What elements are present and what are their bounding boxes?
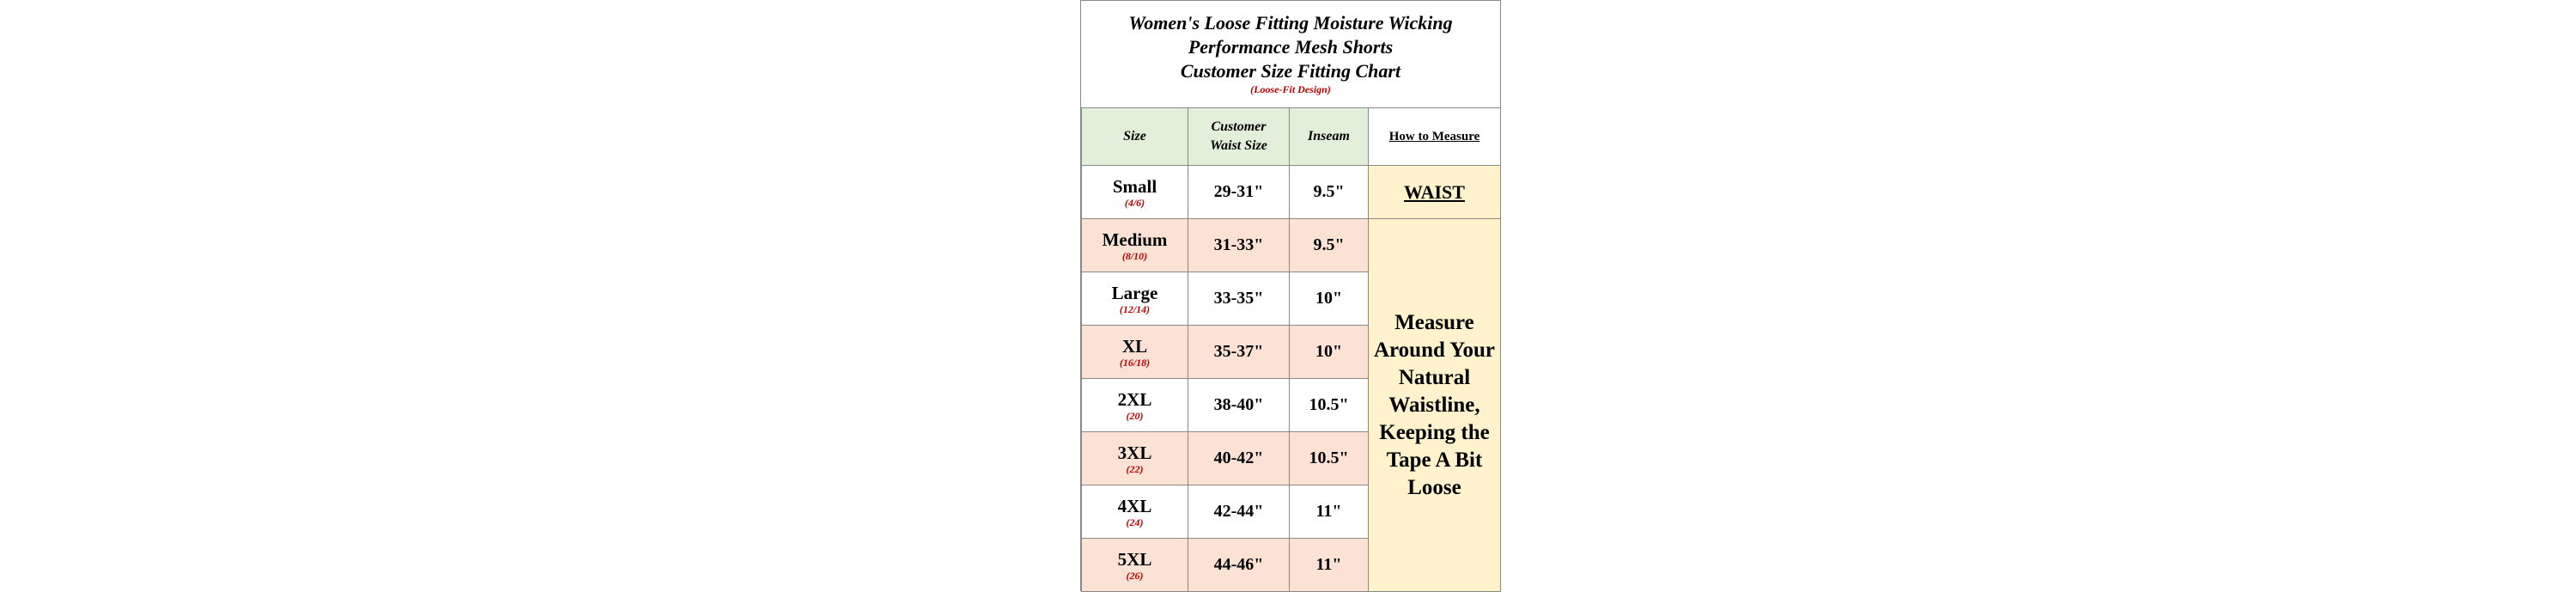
waist-cell: 35-37" [1188, 326, 1290, 379]
size-numeric: (4/6) [1124, 196, 1145, 209]
title-subtitle: (Loose-Fit Design) [1250, 83, 1331, 95]
size-name: Small [1112, 175, 1157, 197]
size-numeric: (26) [1126, 569, 1144, 582]
waist-cell: 38-40" [1188, 379, 1290, 432]
inseam-cell: 9.5" [1290, 166, 1369, 219]
inseam-cell: 10" [1290, 326, 1369, 379]
size-row [1082, 219, 1501, 272]
size-cell [1082, 432, 1188, 485]
size-name: 2XL [1117, 388, 1152, 410]
size-numeric: (12/14) [1119, 302, 1151, 315]
header-inseam: Inseam [1290, 108, 1369, 166]
waist-cell: 33-35" [1188, 272, 1290, 326]
title-line-3: Customer Size Fitting Chart [1180, 60, 1401, 82]
size-table [1081, 107, 1501, 592]
inseam-cell: 10.5" [1290, 432, 1369, 485]
inseam-cell: 10" [1290, 272, 1369, 326]
size-numeric: (24) [1126, 516, 1144, 528]
chart-title-block [1081, 1, 1500, 108]
size-cell [1082, 485, 1188, 539]
waist-cell: 29-31" [1188, 166, 1290, 219]
waist-cell: 31-33" [1188, 219, 1290, 272]
size-cell [1082, 272, 1188, 326]
size-chart [1080, 0, 1501, 591]
waist-label: WAIST [1369, 166, 1501, 219]
size-cell [1082, 166, 1188, 219]
waist-cell: 44-46" [1188, 539, 1290, 592]
size-numeric: (20) [1126, 409, 1144, 422]
size-name: 3XL [1117, 442, 1152, 463]
size-numeric: (16/18) [1119, 356, 1151, 369]
size-name: Large [1111, 282, 1158, 303]
size-cell [1082, 326, 1188, 379]
inseam-cell: 11" [1290, 539, 1369, 592]
header-row [1082, 108, 1501, 166]
inseam-cell: 11" [1290, 485, 1369, 539]
waist-cell: 42-44" [1188, 485, 1290, 539]
title-line-1: Women's Loose Fitting Moisture Wicking [1128, 12, 1453, 34]
size-cell [1082, 219, 1188, 272]
inseam-cell: 9.5" [1290, 219, 1369, 272]
inseam-cell: 10.5" [1290, 379, 1369, 432]
size-row [1082, 166, 1501, 219]
waist-cell: 40-42" [1188, 432, 1290, 485]
header-waist: Customer Waist Size [1188, 108, 1290, 166]
size-name: 5XL [1117, 548, 1152, 570]
size-cell [1082, 379, 1188, 432]
size-name: Medium [1102, 229, 1168, 250]
size-name: 4XL [1117, 495, 1152, 516]
size-name: XL [1121, 335, 1148, 357]
size-numeric: (8/10) [1121, 249, 1148, 262]
measure-instructions: Measure Around Your Natural Waistline, Keeping the Tape A Bit Loose [1369, 219, 1501, 592]
header-how-to-measure: How to Measure [1369, 108, 1501, 166]
title-line-2: Performance Mesh Shorts [1188, 36, 1394, 58]
size-numeric: (22) [1126, 462, 1144, 475]
size-cell [1082, 539, 1188, 592]
header-size: Size [1082, 108, 1188, 166]
